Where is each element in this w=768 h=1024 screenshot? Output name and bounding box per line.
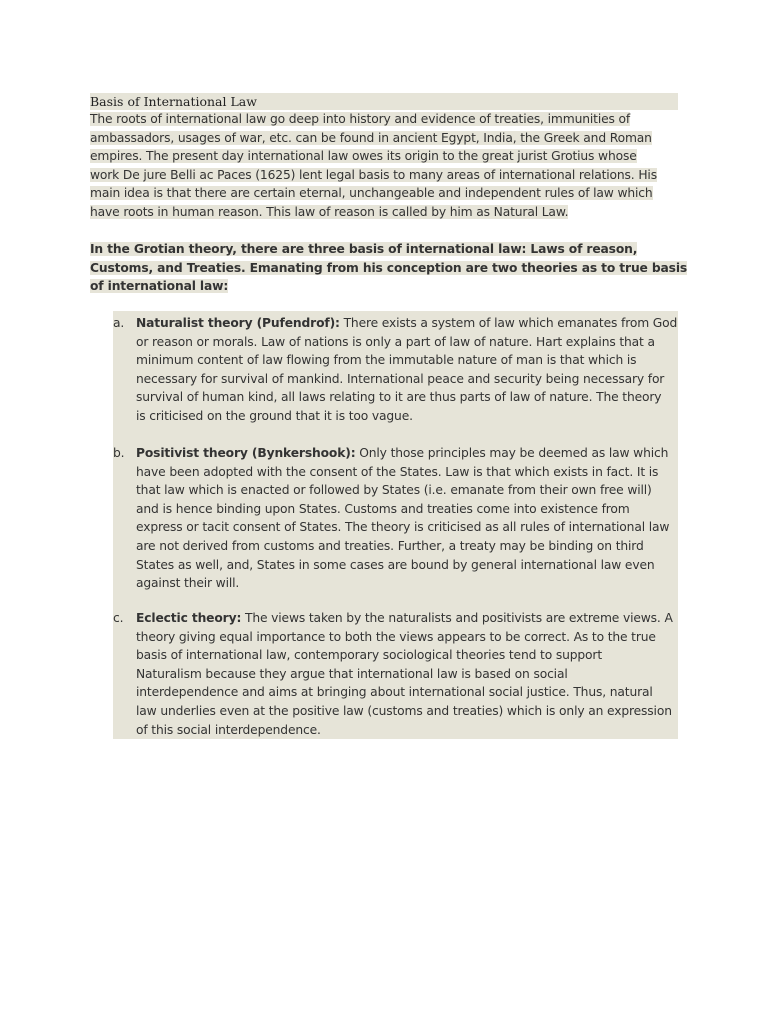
item-line: is criticised on the ground that it is too vague. — [136, 408, 413, 423]
item-line: law underlies even at the positive law (customs and treaties) which is only an expression — [136, 703, 672, 718]
item-text: The views taken by the naturalists and positivists are extreme views. A — [241, 611, 673, 625]
grotian-line: In the Grotian theory, there are three basis of international law: Laws of reason, — [90, 242, 638, 256]
item-line: Naturalism because they argue that international law is based on social — [136, 666, 568, 681]
item-line: are not derived from customs and treaties. Further, a treaty may be binding on third — [136, 538, 644, 553]
item-heading: Eclectic theory: — [136, 611, 242, 625]
intro-line: ambassadors, usages of war, etc. can be found in ancient Egypt, India, the Greek and Roman — [90, 130, 652, 145]
item-line: and is hence binding upon States. Customs and treaties come into existence from — [136, 501, 630, 516]
grotian-line: Customs, and Treaties. Emanating from his conception are two theories as to true basis — [90, 260, 688, 275]
item-line: minimum content of law flowing from the immutable nature of man is that which is — [136, 353, 637, 368]
intro-line: main idea is that there are certain eternal, unchangeable and independent rules of law which — [90, 186, 653, 201]
intro-paragraph — [90, 110, 678, 222]
grotian-line: of international law: — [90, 279, 229, 294]
item-text: There exists a system of law which emanates from God — [339, 316, 678, 330]
item-line: survival of human kind, all laws relating to it are thus parts of law of nature. The theory — [136, 390, 662, 405]
intro-line: have roots in human reason. This law of reason is called by him as Natural Law. — [90, 204, 569, 219]
list-marker: a. — [113, 316, 125, 330]
item-heading: Positivist theory (Bynkershook): — [136, 446, 356, 460]
item-line: States as well, and, States in some cases are bound by general international law even — [136, 557, 655, 572]
item-heading: Naturalist theory (Pufendrof): — [136, 316, 340, 330]
item-line: that law which is enacted or followed by States (i.e. emanate from their own free will) — [136, 483, 652, 498]
item-text: Only those principles may be deemed as law which — [355, 446, 669, 460]
grotian-theory-paragraph — [90, 240, 688, 296]
item-line: of this social interdependence. — [136, 722, 321, 737]
intro-line: work De jure Belli ac Paces (1625) lent legal basis to many areas of international relations. His — [90, 167, 657, 182]
item-line: theory giving equal importance to both the views appears to be correct. As to the true — [136, 629, 656, 644]
list-marker: c. — [113, 611, 124, 625]
item-line: interdependence and aims at bringing about international social justice. Thus, natural — [136, 685, 653, 700]
item-line: basis of international law, contemporary sociological theories tend to support — [136, 648, 602, 663]
intro-line: The roots of international law go deep into history and evidence of treaties, immunities of — [90, 112, 631, 126]
item-line: against their will. — [136, 576, 240, 591]
document-title: Basis of International Law — [90, 93, 678, 110]
item-line: express or tacit consent of States. The theory is criticised as all rules of international law — [136, 520, 670, 535]
item-line: necessary for survival of mankind. International peace and security being necessary for — [136, 371, 665, 386]
item-line: or reason or morals. Law of nations is only a part of law of nature. Hart explains that a — [136, 334, 655, 349]
list-marker: b. — [113, 446, 125, 460]
item-line: have been adopted with the consent of the States. Law is that which exists in fact. It is — [136, 464, 659, 479]
theories-list — [113, 311, 678, 739]
intro-line: empires. The present day international law owes its origin to the great jurist Grotius whose — [90, 149, 637, 164]
